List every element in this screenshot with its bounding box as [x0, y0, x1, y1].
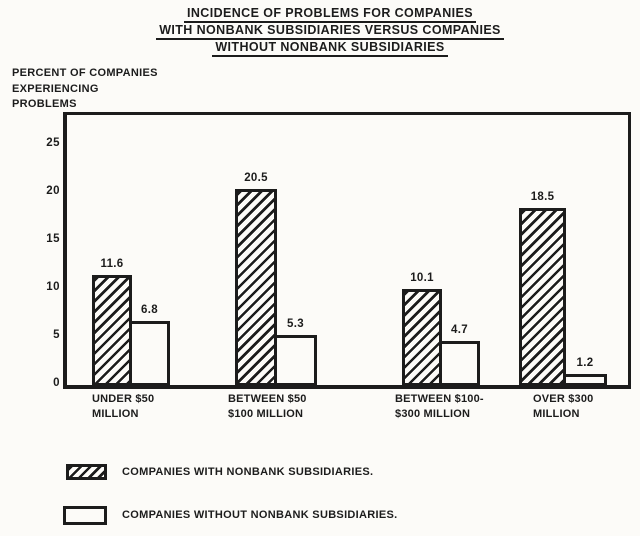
x-axis-category-line: BETWEEN $100- [395, 393, 484, 405]
y-axis-tick-label: 20 [46, 185, 60, 197]
x-axis-category-line: MILLION [533, 408, 580, 420]
y-axis-tick-label: 0 [53, 377, 60, 389]
y-axis-caption [12, 66, 158, 113]
chart-title-line-3: WITHOUT NONBANK SUBSIDIARIES [212, 39, 447, 57]
bar-without-nonbank-group3 [439, 341, 480, 386]
legend-swatch-hatched [66, 464, 107, 480]
bar-with-nonbank-group1 [92, 275, 132, 386]
bar-value-label: 6.8 [141, 304, 158, 316]
y-axis-tick-label: 25 [46, 137, 60, 149]
x-axis-category-label [228, 392, 307, 422]
x-axis-category-line: OVER $300 [533, 393, 594, 405]
legend-label-with-subsidiaries: COMPANIES WITH NONBANK SUBSIDIARIES. [122, 466, 374, 478]
chart-title-line-2: WITH NONBANK SUBSIDIARIES VERSUS COMPANIES [156, 22, 504, 40]
x-axis-category-line: MILLION [92, 408, 139, 420]
legend-label-without-subsidiaries: COMPANIES WITHOUT NONBANK SUBSIDIARIES. [122, 509, 398, 521]
bar-value-label: 18.5 [530, 191, 555, 203]
x-axis-category-line: UNDER $50 [92, 393, 155, 405]
x-axis-category-label [395, 392, 484, 422]
bar-value-label: 10.1 [410, 272, 434, 284]
x-axis-category-line: BETWEEN $50 [228, 393, 307, 405]
legend-swatch-open [63, 506, 107, 525]
bar-value-label: 20.5 [244, 172, 268, 184]
x-axis-category-label [92, 392, 154, 422]
y-axis-caption-line-2: EXPERIENCING [12, 82, 99, 95]
x-axis-category-line: $300 MILLION [395, 408, 471, 420]
y-axis-caption-line-3: PROBLEMS [12, 98, 77, 110]
y-axis-caption-line-1: PERCENT OF COMPANIES [12, 67, 158, 79]
x-axis-category-line: $100 MILLION [228, 408, 304, 420]
bar-value-label: 4.7 [451, 324, 468, 336]
x-axis-category-label [533, 392, 594, 422]
chart-title [20, 5, 640, 56]
bar-value-label: 5.3 [287, 318, 304, 330]
bar-without-nonbank-group1 [129, 321, 170, 386]
y-axis-tick-label: 15 [46, 233, 60, 245]
bar-without-nonbank-group4 [563, 374, 607, 386]
y-axis-tick-label: 5 [53, 329, 60, 341]
y-axis-tick-label: 10 [46, 281, 60, 293]
chart-title-line-1: INCIDENCE OF PROBLEMS FOR COMPANIES [184, 5, 476, 23]
bar-value-label: 1.2 [576, 357, 594, 369]
bar-with-nonbank-group2 [235, 189, 277, 386]
bar-value-label: 11.6 [100, 258, 124, 270]
bar-without-nonbank-group2 [274, 335, 317, 386]
bar-with-nonbank-group3 [402, 289, 442, 386]
